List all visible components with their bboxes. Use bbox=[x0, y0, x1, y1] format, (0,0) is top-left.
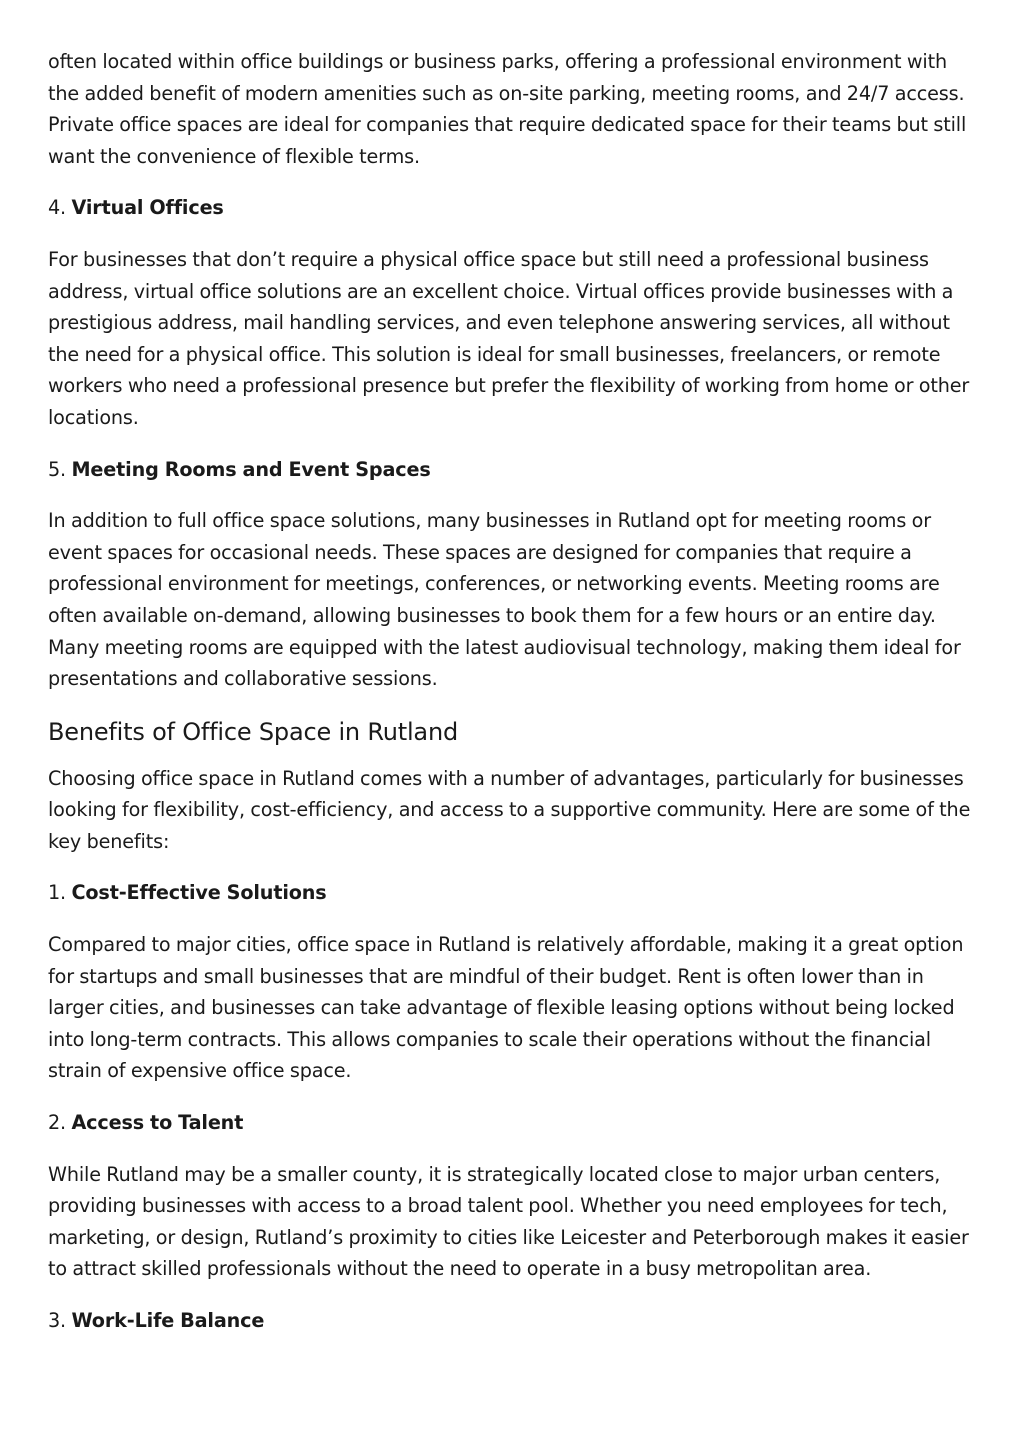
list-item-virtual-offices bbox=[48, 192, 983, 224]
document-page bbox=[48, 46, 983, 1357]
paragraph-access-talent: While Rutland may be a smaller county, it is strategically located close to major urban centers, providing businesses with access to a broad talent pool. Whether you need employees for tech, marketing, or design, Rutland’s proximity to cities like Leicester and Peterborough makes it easier to attract skilled professionals without the need to operate in a busy metropolitan area. bbox=[48, 1162, 969, 1281]
list-number: 5. bbox=[48, 457, 67, 481]
list-item-title: Meeting Rooms and Event Spaces bbox=[71, 457, 431, 481]
paragraph-private-offices-cont: often located within office buildings or business parks, offering a professional environment with the added benefit of modern amenities such as on-site parking, meeting rooms, and 24/7 access. Private office spaces are ideal for companies that require dedicated space for their teams but still want the convenience of flexible terms. bbox=[48, 50, 967, 168]
list-number: 1. bbox=[48, 881, 67, 905]
list-item-title: Virtual Offices bbox=[71, 196, 224, 220]
list-number: 4. bbox=[48, 196, 67, 220]
list-number: 2. bbox=[48, 1111, 67, 1135]
paragraph-meeting-rooms: In addition to full office space solutions, many businesses in Rutland opt for meeting rooms or event spaces for occasional needs. These spaces are designed for companies that require a professional environment for meetings, conferences, or networking events. Meeting rooms are often available on-demand, allowing businesses to book them for a few hours or an entire day. Many meeting rooms are equipped with the latest audiovisual technology, making them ideal for presentations and collaborative sessions. bbox=[48, 509, 961, 691]
list-item-access-talent bbox=[48, 1107, 983, 1139]
paragraph-benefits-intro: Choosing office space in Rutland comes with a number of advantages, particularly for businesses looking for flexibility, cost-efficiency, and access to a supportive community. Here are some of the key benefits: bbox=[48, 766, 971, 853]
list-item-title: Cost-Effective Solutions bbox=[71, 881, 327, 905]
list-item-work-life-balance bbox=[48, 1305, 983, 1337]
paragraph-cost-effective: Compared to major cities, office space in Rutland is relatively affordable, making it a great option for startups and small businesses that are mindful of their budget. Rent is often lower than in larger cities, and businesses can take advantage of flexible leasing options without being locked into long-term contracts. This allows companies to scale their operations without the financial strain of expensive office space. bbox=[48, 933, 964, 1083]
list-item-cost-effective bbox=[48, 877, 983, 909]
list-item-title: Access to Talent bbox=[71, 1111, 244, 1135]
list-number: 3. bbox=[48, 1309, 67, 1332]
section-heading-benefits: Benefits of Office Space in Rutland bbox=[48, 717, 458, 746]
list-item-title: Work-Life Balance bbox=[71, 1309, 265, 1332]
list-item-meeting-rooms bbox=[48, 454, 983, 486]
paragraph-virtual-offices: For businesses that don’t require a physical office space but still need a professional business address, virtual office solutions are an excellent choice. Virtual offices provide businesses with a prestigious address, mail handling services, and even telephone answering services, all without the need for a physical office. This solution is ideal for small businesses, freelancers, or remote workers who need a professional presence but prefer the flexibility of working from home or other locations. bbox=[48, 247, 970, 429]
